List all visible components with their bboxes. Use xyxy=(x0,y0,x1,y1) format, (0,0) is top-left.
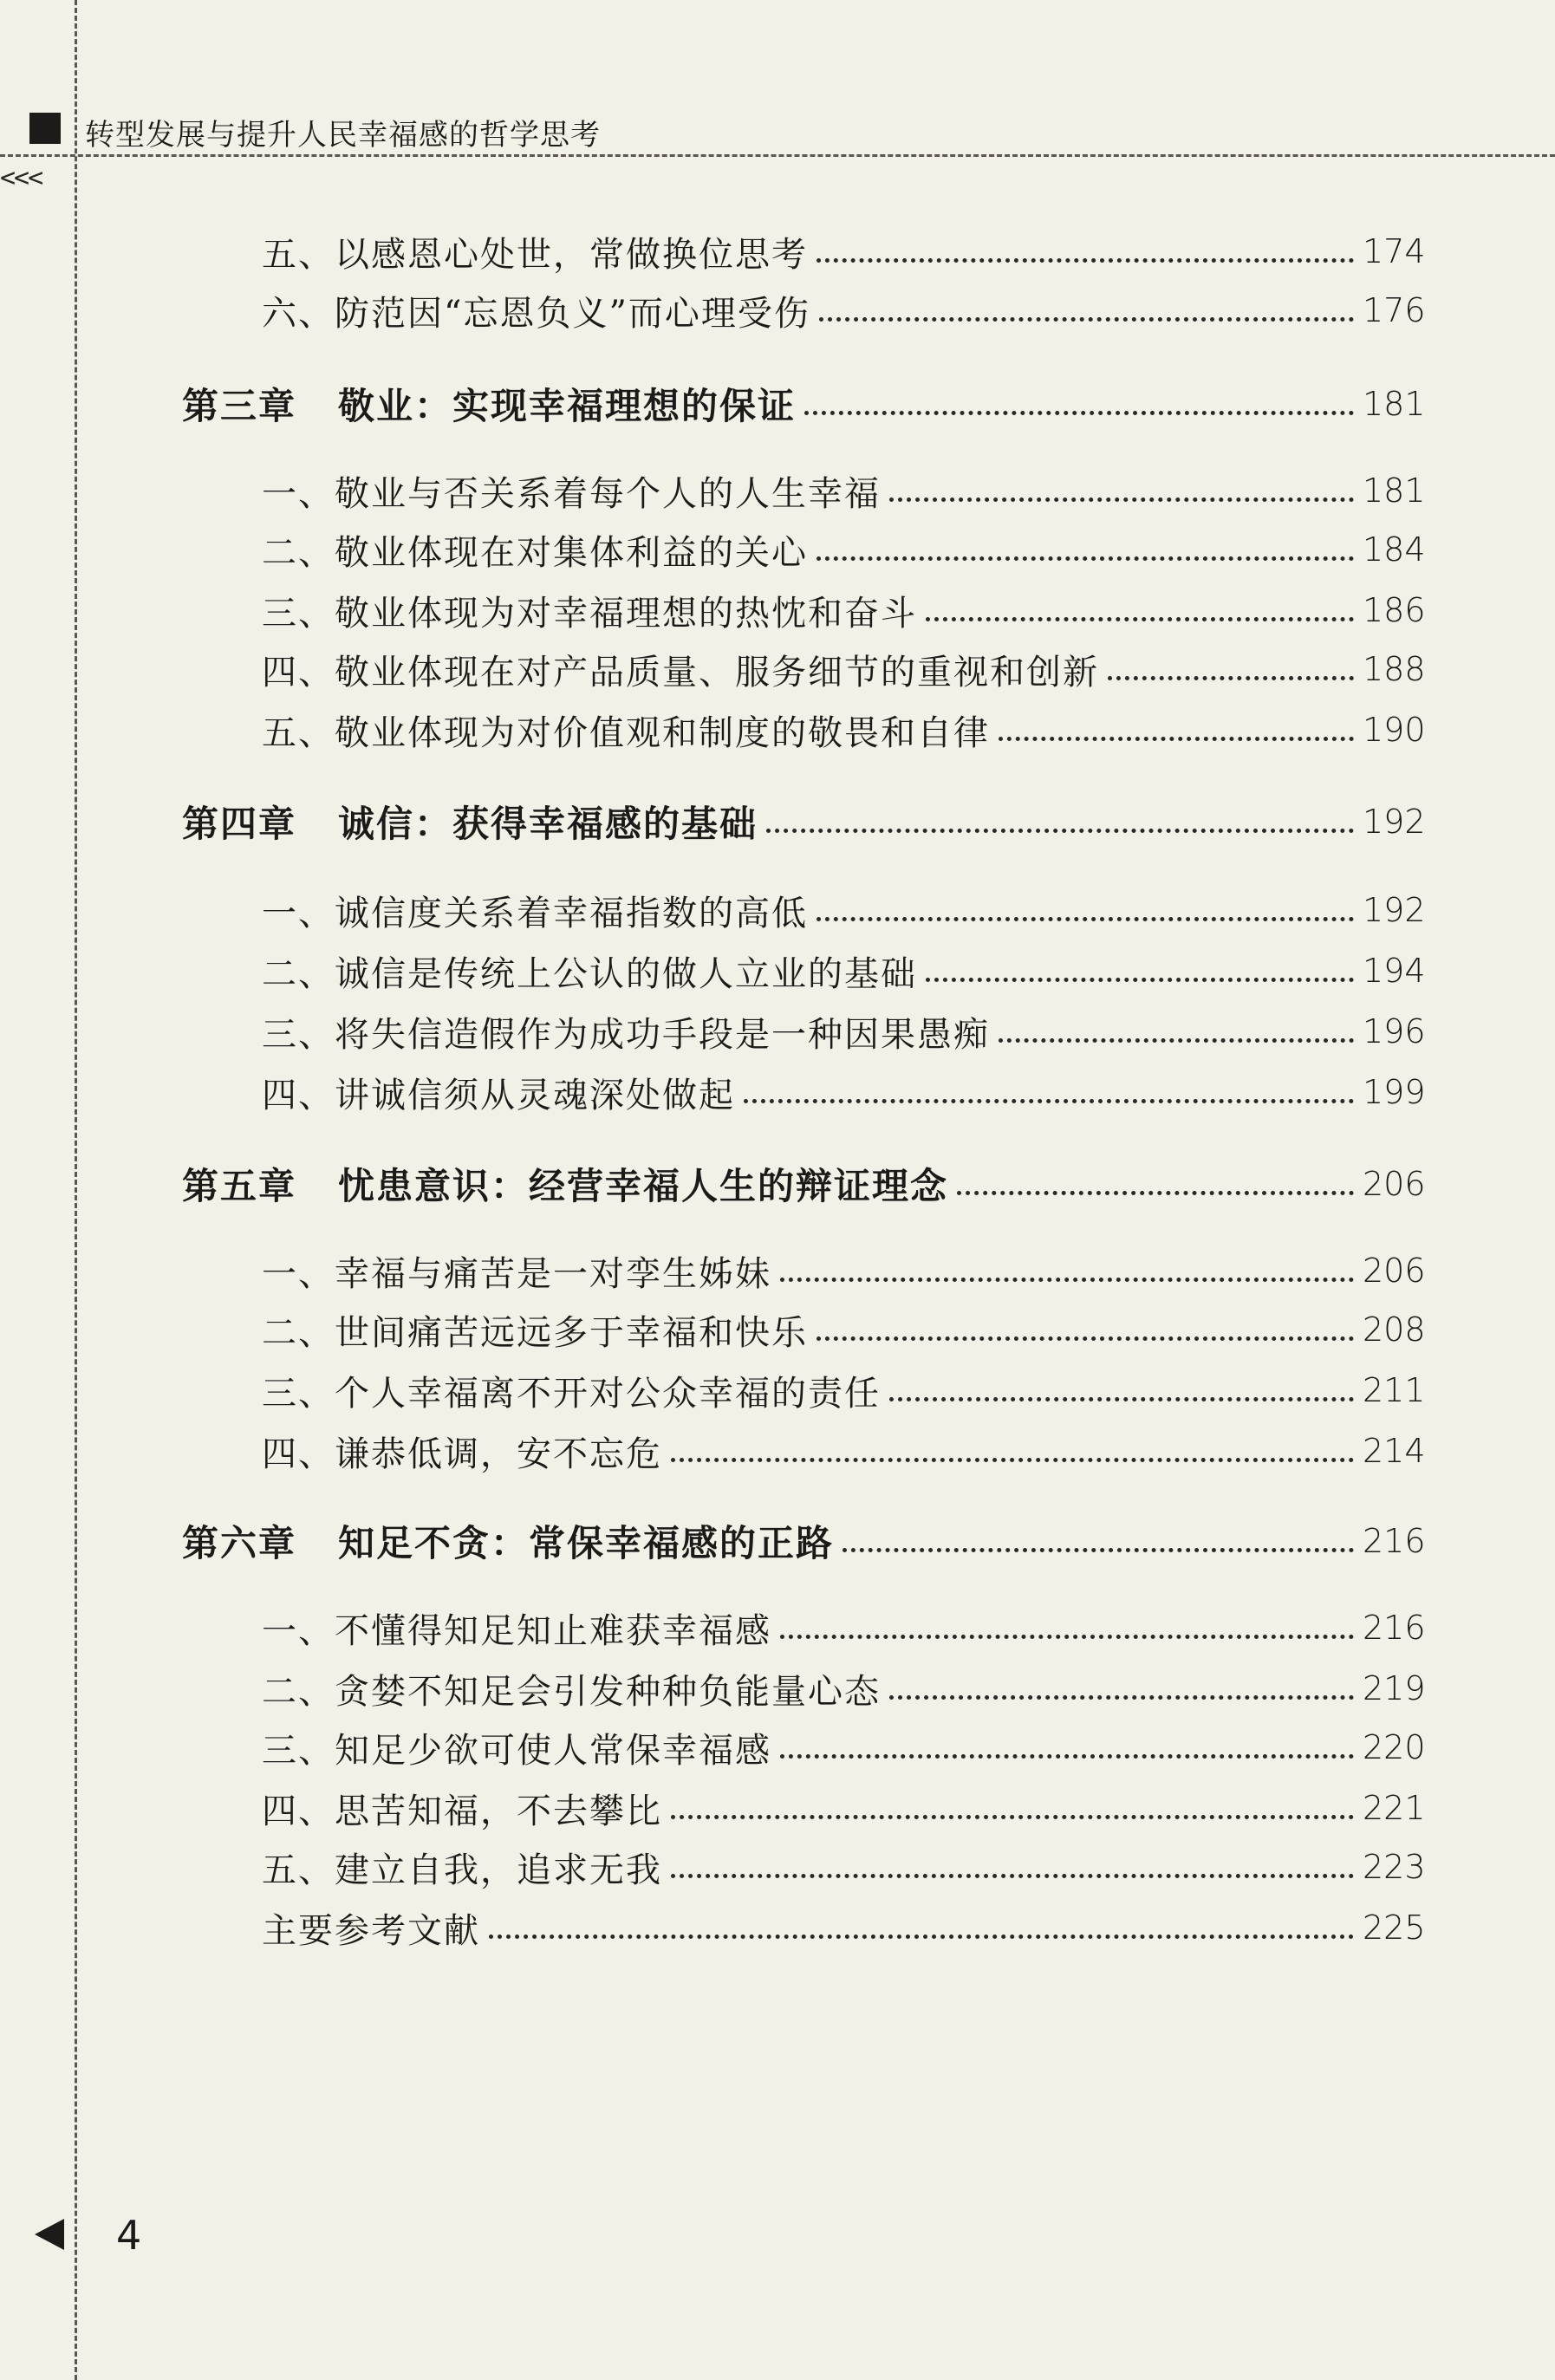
dot-leader xyxy=(671,1815,1354,1819)
toc-entry-title: 三、个人幸福离不开对公众幸福的责任 xyxy=(262,1373,881,1414)
dot-leader xyxy=(780,1635,1354,1639)
toc-section-row[interactable] xyxy=(0,1005,1555,1057)
running-header-title: 转型发展与提升人民幸福感的哲学思考 xyxy=(85,118,601,153)
toc-chapter-row[interactable] xyxy=(0,1158,1555,1210)
toc-section-row[interactable] xyxy=(0,945,1555,997)
toc-entry-title: 一、诚信度关系着幸福指数的高低 xyxy=(262,893,808,933)
dot-leader xyxy=(671,1458,1354,1462)
toc-entry-title: 四、思苦知福，不去攀比 xyxy=(262,1791,662,1831)
toc-entry-title: 二、世间痛苦远远多于幸福和快乐 xyxy=(262,1312,808,1353)
chapter-title: 忧患意识：经营幸福人生的辩证理念 xyxy=(338,1165,949,1207)
toc-page-number: 188 xyxy=(1363,650,1426,688)
chapter-title: 诚信：获得幸福感的基础 xyxy=(338,803,758,845)
toc-page-number: 208 xyxy=(1363,1310,1426,1349)
dot-leader xyxy=(766,829,1354,833)
toc-section-row[interactable] xyxy=(0,465,1555,517)
dot-leader xyxy=(780,1278,1354,1282)
toc-entry-title: 二、敬业体现在对集体利益的关心 xyxy=(262,532,808,573)
toc-section-row[interactable] xyxy=(0,225,1555,277)
toc-page-number: 194 xyxy=(1363,952,1426,990)
chapter-number: 第六章 xyxy=(182,1522,297,1564)
toc-section-row[interactable] xyxy=(0,1425,1555,1477)
dot-leader xyxy=(817,917,1354,921)
toc-entry-title: 六、防范因“忘恩负义”而心理受伤 xyxy=(262,293,810,334)
toc-section-row[interactable] xyxy=(0,884,1555,936)
toc-section-row[interactable] xyxy=(0,643,1555,695)
toc-page-number: 186 xyxy=(1363,591,1426,629)
chapter-number: 第五章 xyxy=(182,1165,297,1207)
toc-section-row[interactable] xyxy=(0,1066,1555,1118)
dot-leader xyxy=(744,1099,1354,1103)
toc-page-number: 214 xyxy=(1363,1432,1426,1470)
toc-page-number: 174 xyxy=(1363,232,1426,270)
dot-leader xyxy=(999,1038,1354,1043)
page-number: 4 xyxy=(116,2212,142,2259)
toc-entry-title xyxy=(182,1158,948,1210)
toc-entry-title: 一、不懂得知足知止难获幸福感 xyxy=(262,1610,771,1651)
toc-page-number: 225 xyxy=(1363,1909,1426,1947)
dot-leader xyxy=(889,1695,1354,1700)
dot-leader xyxy=(926,617,1354,621)
toc-section-row[interactable] xyxy=(0,1602,1555,1654)
toc-entry-title: 二、贪婪不知足会引发种种负能量心态 xyxy=(262,1671,881,1712)
chapter-title: 知足不贪：常保幸福感的正路 xyxy=(338,1522,835,1564)
toc-page-number: 192 xyxy=(1363,891,1426,929)
toc-chapter-row[interactable] xyxy=(0,378,1555,430)
dot-leader xyxy=(780,1754,1354,1759)
toc-entry-title: 五、以感恩心处世，常做换位思考 xyxy=(262,234,808,275)
dot-leader xyxy=(671,1874,1354,1878)
toc-section-row[interactable] xyxy=(0,1721,1555,1773)
toc-section-row[interactable] xyxy=(0,1304,1555,1356)
toc-page-number: 219 xyxy=(1363,1669,1426,1707)
toc-section-row[interactable] xyxy=(0,284,1555,336)
toc-page-number: 196 xyxy=(1363,1012,1426,1050)
toc-page-number: 211 xyxy=(1363,1371,1426,1409)
toc-page-number: 206 xyxy=(1363,1165,1426,1203)
toc-section-row[interactable] xyxy=(0,584,1555,636)
dot-leader xyxy=(926,978,1354,982)
toc-section-row[interactable] xyxy=(0,1782,1555,1834)
toc-page-number: 216 xyxy=(1363,1522,1426,1560)
dot-leader xyxy=(1108,676,1354,680)
toc-page-number: 220 xyxy=(1363,1728,1426,1766)
toc-page-number: 190 xyxy=(1363,711,1426,749)
dot-leader xyxy=(817,258,1354,263)
toc-page-number: 184 xyxy=(1363,530,1426,569)
toc-entry-title xyxy=(182,378,796,430)
toc-entry-title xyxy=(182,796,758,848)
toc-page-number: 216 xyxy=(1363,1609,1426,1647)
toc-entry-title: 一、幸福与痛苦是一对孪生姊妹 xyxy=(262,1253,771,1294)
toc-entry-title: 三、敬业体现为对幸福理想的热忱和奋斗 xyxy=(262,593,917,634)
back-marker: <<< xyxy=(0,163,42,193)
toc-page-number: 223 xyxy=(1363,1848,1426,1886)
toc-entry-title: 二、诚信是传统上公认的做人立业的基础 xyxy=(262,953,917,994)
toc-entry-title: 四、谦恭低调，安不忘危 xyxy=(262,1434,662,1474)
dot-leader xyxy=(804,411,1354,415)
toc-entry-title xyxy=(182,1515,834,1567)
toc-section-row[interactable] xyxy=(0,1902,1555,1954)
toc-page-number: 176 xyxy=(1363,291,1426,329)
toc-section-row[interactable] xyxy=(0,1841,1555,1893)
dot-leader xyxy=(889,1397,1354,1401)
toc-page-number: 181 xyxy=(1363,471,1426,510)
chapter-number: 第三章 xyxy=(182,385,297,427)
toc-section-row[interactable] xyxy=(0,1364,1555,1416)
dot-leader xyxy=(843,1548,1354,1552)
toc-entry-title: 主要参考文献 xyxy=(262,1910,480,1951)
toc-entry-title: 三、知足少欲可使人常保幸福感 xyxy=(262,1730,771,1771)
toc-page-number: 199 xyxy=(1363,1073,1426,1111)
toc-entry-title: 三、将失信造假作为成功手段是一种因果愚痴 xyxy=(262,1014,990,1055)
toc-entry-title: 一、敬业与否关系着每个人的人生幸福 xyxy=(262,473,881,514)
toc-entry-title: 五、建立自我，追求无我 xyxy=(262,1850,662,1890)
toc-page-number: 192 xyxy=(1363,803,1426,841)
chapter-title: 敬业：实现幸福理想的保证 xyxy=(338,385,797,427)
toc-chapter-row[interactable] xyxy=(0,796,1555,848)
toc-section-row[interactable] xyxy=(0,704,1555,756)
toc-section-row[interactable] xyxy=(0,523,1555,575)
toc-entry-title: 四、讲诚信须从灵魂深处做起 xyxy=(262,1075,735,1115)
dot-leader xyxy=(489,1935,1354,1939)
dot-leader xyxy=(957,1191,1354,1195)
dot-leader xyxy=(817,556,1354,561)
toc-page-number: 221 xyxy=(1363,1789,1426,1827)
dot-leader xyxy=(819,317,1354,322)
toc-chapter-row[interactable] xyxy=(0,1515,1555,1567)
toc-entry-title: 五、敬业体现为对价值观和制度的敬畏和自律 xyxy=(262,712,990,753)
dot-leader xyxy=(999,737,1354,741)
dot-leader xyxy=(889,497,1354,502)
chapter-number: 第四章 xyxy=(182,803,297,845)
toc-page-number: 181 xyxy=(1363,385,1426,423)
toc-section-row[interactable] xyxy=(0,1245,1555,1297)
left-triangle-icon xyxy=(35,2219,64,2250)
dot-leader xyxy=(817,1336,1354,1341)
toc-section-row[interactable] xyxy=(0,1662,1555,1714)
toc-entry-title: 四、敬业体现在对产品质量、服务细节的重视和创新 xyxy=(262,652,1099,693)
toc-page-number: 206 xyxy=(1363,1252,1426,1290)
